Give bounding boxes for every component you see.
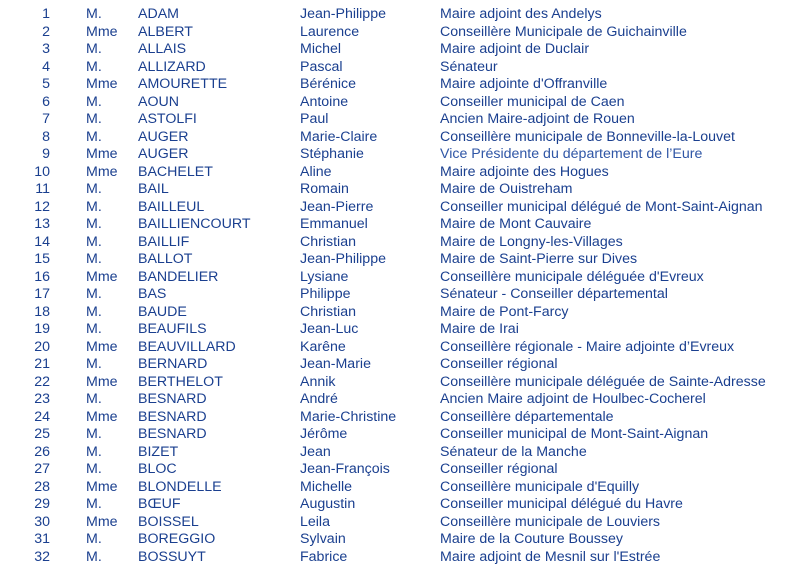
- row-first-name: Karêne: [300, 338, 346, 355]
- row-function: Maire de Irai: [440, 321, 519, 337]
- list-row: [0, 514, 800, 532]
- list-row: [0, 304, 800, 322]
- row-civility: Mme: [86, 146, 118, 162]
- row-first-name: Marie-Christine: [300, 408, 397, 425]
- row-function: Maire adjointe des Hogues: [440, 163, 609, 180]
- row-function: Conseiller municipal de Mont-Saint-Aignan: [440, 426, 709, 442]
- row-first-name: Jérôme: [300, 426, 348, 442]
- list-row: [0, 94, 800, 112]
- list-row: [0, 356, 800, 374]
- row-number: 14: [34, 233, 50, 250]
- row-function: Maire de Ouistreham: [440, 181, 573, 197]
- list-row: [0, 164, 800, 182]
- row-last-name: BIZET: [138, 443, 179, 460]
- row-civility: M.: [86, 216, 102, 232]
- row-function: Ancien Maire-adjoint de Rouen: [440, 111, 635, 127]
- row-first-name: Michel: [300, 41, 341, 57]
- row-civility: Mme: [86, 163, 118, 180]
- list-row: [0, 129, 800, 147]
- row-first-name: Aline: [300, 163, 332, 180]
- row-civility: M.: [86, 93, 102, 110]
- list-row: [0, 6, 800, 24]
- row-first-name: Jean-Pierre: [300, 198, 374, 215]
- row-last-name: BANDELIER: [138, 268, 219, 285]
- row-civility: M.: [86, 111, 102, 127]
- row-last-name: BLONDELLE: [138, 478, 222, 495]
- list-row: [0, 199, 800, 217]
- list-row: [0, 444, 800, 462]
- row-last-name: ALLAIS: [138, 41, 187, 57]
- row-function: Sénateur de la Manche: [440, 443, 587, 460]
- row-civility: Mme: [86, 373, 118, 390]
- row-function: Conseillère municipale déléguée de Sainte-Adresse: [440, 373, 766, 390]
- row-civility: M.: [86, 6, 102, 22]
- list-row: [0, 234, 800, 252]
- row-function: Conseiller régional: [440, 461, 558, 477]
- row-number: 9: [42, 146, 50, 162]
- row-function: Conseillère Municipale de Guichainville: [440, 23, 687, 40]
- row-function: Conseillère régionale - Maire adjointe d’Evreux: [440, 338, 735, 355]
- row-number: 3: [42, 41, 50, 57]
- row-first-name: Jean-François: [300, 461, 390, 477]
- list-row: [0, 461, 800, 479]
- row-number: 21: [34, 356, 50, 372]
- row-last-name: BAIL: [138, 181, 169, 197]
- row-function: Conseiller municipal délégué de Mont-Saint-Aignan: [440, 198, 763, 215]
- row-civility: M.: [86, 251, 102, 267]
- row-function: Maire de Saint-Pierre sur Dives: [440, 251, 638, 267]
- list-row: [0, 286, 800, 304]
- row-number: 23: [34, 391, 50, 407]
- row-civility: Mme: [86, 478, 118, 495]
- list-row: [0, 41, 800, 59]
- row-number: 26: [34, 443, 50, 460]
- row-last-name: BERNARD: [138, 356, 208, 372]
- row-first-name: Jean-Philippe: [300, 251, 386, 267]
- row-civility: Mme: [86, 338, 118, 355]
- row-last-name: BESNARD: [138, 391, 207, 407]
- row-number: 27: [34, 461, 50, 477]
- row-number: 28: [34, 478, 50, 495]
- row-last-name: BACHELET: [138, 163, 213, 180]
- row-civility: M.: [86, 128, 102, 145]
- row-function: Conseillère municipale de Louviers: [440, 513, 661, 530]
- list-row: [0, 391, 800, 409]
- row-civility: M.: [86, 356, 102, 372]
- row-first-name: Jean-Philippe: [300, 6, 386, 22]
- row-number: 25: [34, 426, 50, 442]
- row-first-name: Jean-Marie: [300, 356, 371, 372]
- row-last-name: AMOURETTE: [138, 76, 228, 92]
- row-last-name: BALLOT: [138, 251, 193, 267]
- row-civility: M.: [86, 496, 102, 512]
- row-last-name: BEAUFILS: [138, 321, 207, 337]
- row-civility: M.: [86, 303, 102, 320]
- row-number: 2: [42, 23, 50, 40]
- row-civility: M.: [86, 58, 102, 75]
- row-first-name: Michelle: [300, 478, 353, 495]
- row-first-name: Lysiane: [300, 268, 349, 285]
- row-civility: M.: [86, 531, 102, 547]
- row-civility: Mme: [86, 23, 118, 40]
- row-first-name: Fabrice: [300, 548, 348, 565]
- row-number: 10: [34, 163, 50, 180]
- row-last-name: BOSSUYT: [138, 548, 206, 565]
- list-row: [0, 496, 800, 514]
- row-number: 30: [34, 513, 50, 530]
- row-number: 20: [34, 338, 50, 355]
- row-last-name: BAUDE: [138, 303, 187, 320]
- row-first-name: Stéphanie: [300, 146, 364, 162]
- row-civility: Mme: [86, 268, 118, 285]
- row-function: Ancien Maire adjoint de Houlbec-Cocherel: [440, 391, 706, 407]
- row-first-name: Paul: [300, 111, 329, 127]
- list-row: [0, 426, 800, 444]
- list-row: [0, 146, 800, 164]
- row-function: Conseiller municipal délégué du Havre: [440, 496, 683, 512]
- row-civility: M.: [86, 548, 102, 565]
- row-last-name: BAILLIF: [138, 233, 190, 250]
- row-first-name: Augustin: [300, 496, 356, 512]
- row-first-name: Sylvain: [300, 531, 346, 547]
- row-function: Maire de Pont-Farcy: [440, 303, 569, 320]
- row-function: Maire adjoint de Duclair: [440, 41, 590, 57]
- row-number: 12: [34, 198, 50, 215]
- row-last-name: BAILLEUL: [138, 198, 205, 215]
- list-row: [0, 76, 800, 94]
- row-last-name: BLOC: [138, 461, 177, 477]
- row-first-name: Jean: [300, 443, 331, 460]
- row-civility: Mme: [86, 76, 118, 92]
- row-civility: M.: [86, 391, 102, 407]
- row-function: Maire de Longny-les-Villages: [440, 233, 623, 250]
- row-function: Maire de Mont Cauvaire: [440, 216, 592, 232]
- row-number: 13: [34, 216, 50, 232]
- row-civility: M.: [86, 461, 102, 477]
- row-number: 22: [34, 373, 50, 390]
- row-number: 17: [34, 286, 50, 302]
- row-first-name: Christian: [300, 233, 356, 250]
- row-number: 1: [42, 6, 50, 22]
- row-last-name: BESNARD: [138, 426, 207, 442]
- list-row: [0, 409, 800, 427]
- row-function: Sénateur: [440, 58, 498, 75]
- row-last-name: ALBERT: [138, 23, 193, 40]
- row-number: 31: [34, 531, 50, 547]
- row-last-name: BERTHELOT: [138, 373, 223, 390]
- row-number: 8: [42, 128, 50, 145]
- list-row: [0, 24, 800, 42]
- row-function: Conseiller municipal de Caen: [440, 93, 625, 110]
- row-last-name: BOISSEL: [138, 513, 199, 530]
- row-last-name: ALLIZARD: [138, 58, 206, 75]
- row-first-name: Antoine: [300, 93, 349, 110]
- row-first-name: Pascal: [300, 58, 343, 75]
- list-row: [0, 216, 800, 234]
- row-first-name: Romain: [300, 181, 349, 197]
- row-civility: Mme: [86, 408, 118, 425]
- row-last-name: ADAM: [138, 6, 179, 22]
- row-first-name: Jean-Luc: [300, 321, 359, 337]
- row-civility: M.: [86, 286, 102, 302]
- row-civility: M.: [86, 198, 102, 215]
- row-number: 29: [34, 496, 50, 512]
- row-civility: M.: [86, 321, 102, 337]
- row-last-name: BOREGGIO: [138, 531, 216, 547]
- row-civility: Mme: [86, 513, 118, 530]
- row-function: Maire adjoint de Mesnil sur l'Estrée: [440, 548, 661, 565]
- row-first-name: Bérénice: [300, 76, 356, 92]
- row-number: 16: [34, 268, 50, 285]
- row-number: 7: [42, 111, 50, 127]
- row-number: 24: [34, 408, 50, 425]
- row-first-name: Emmanuel: [300, 216, 368, 232]
- row-last-name: ASTOLFI: [138, 111, 197, 127]
- list-row: [0, 479, 800, 497]
- list-row: [0, 111, 800, 129]
- row-last-name: AUGER: [138, 128, 189, 145]
- row-function: Maire adjoint des Andelys: [440, 6, 602, 22]
- row-number: 6: [42, 93, 50, 110]
- list-row: [0, 321, 800, 339]
- row-first-name: Annik: [300, 373, 336, 390]
- row-last-name: AOUN: [138, 93, 179, 110]
- row-function: Conseillère municipale d'Equilly: [440, 478, 640, 495]
- list-row: [0, 181, 800, 199]
- row-number: 5: [42, 76, 50, 92]
- row-function: Conseillère départementale: [440, 408, 614, 425]
- row-number: 18: [34, 303, 50, 320]
- row-function: Sénateur - Conseiller départemental: [440, 286, 668, 302]
- row-function: Vice Présidente du département de l’Eure: [440, 146, 703, 162]
- row-last-name: BESNARD: [138, 408, 207, 425]
- list-row: [0, 269, 800, 287]
- row-civility: M.: [86, 426, 102, 442]
- row-number: 32: [34, 548, 50, 565]
- row-first-name: Marie-Claire: [300, 128, 378, 145]
- row-last-name: AUGER: [138, 146, 189, 162]
- row-first-name: Leila: [300, 513, 330, 530]
- row-last-name: BŒUF: [138, 496, 181, 512]
- row-first-name: Laurence: [300, 23, 360, 40]
- row-first-name: André: [300, 391, 338, 407]
- row-function: Maire adjointe d'Offranville: [440, 76, 608, 92]
- row-function: Conseillère municipale déléguée d'Evreux: [440, 268, 704, 285]
- row-civility: M.: [86, 443, 102, 460]
- list-row: [0, 549, 800, 567]
- row-civility: M.: [86, 181, 102, 197]
- list-row: [0, 531, 800, 549]
- list-row: [0, 251, 800, 269]
- list-row: [0, 59, 800, 77]
- list-row: [0, 374, 800, 392]
- row-last-name: BEAUVILLARD: [138, 338, 236, 355]
- row-function: Maire de la Couture Boussey: [440, 531, 623, 547]
- row-first-name: Christian: [300, 303, 356, 320]
- row-number: 19: [34, 321, 50, 337]
- row-civility: M.: [86, 41, 102, 57]
- row-civility: M.: [86, 233, 102, 250]
- row-first-name: Philippe: [300, 286, 351, 302]
- row-number: 4: [42, 58, 50, 75]
- row-function: Conseillère municipale de Bonneville-la-Louvet: [440, 128, 735, 145]
- row-function: Conseiller régional: [440, 356, 558, 372]
- row-last-name: BAS: [138, 286, 167, 302]
- list-row: [0, 339, 800, 357]
- row-number: 15: [34, 251, 50, 267]
- row-number: 11: [35, 181, 50, 197]
- row-last-name: BAILLIENCOURT: [138, 216, 251, 232]
